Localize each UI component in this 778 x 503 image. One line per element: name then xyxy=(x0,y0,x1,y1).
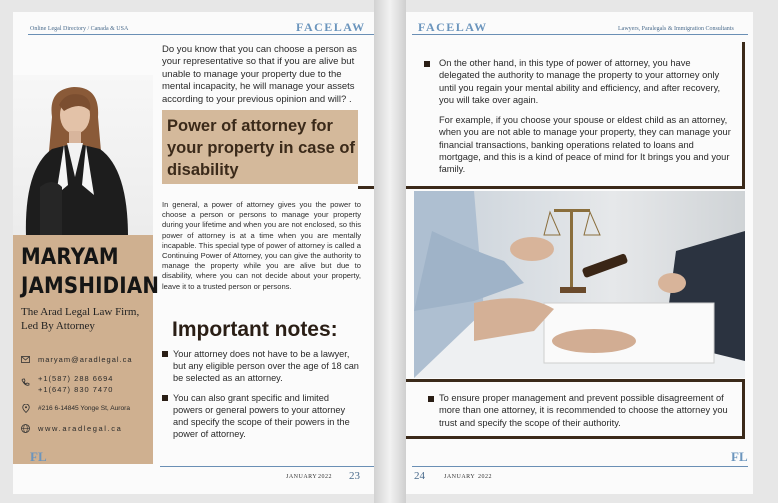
profile-card xyxy=(13,235,160,464)
note-item: Your attorney does not have to be a lawyer, but any eligible person over the age of 18 can be selected as an attorney. xyxy=(173,348,361,384)
directory-label: Online Legal Directory / Canada & USA xyxy=(30,26,129,32)
firm-name: The Arad Legal Law Firm, Led By Attorney xyxy=(21,306,140,332)
title-bracket-line xyxy=(358,110,374,189)
website-text: www.aradlegal.ca xyxy=(38,424,123,433)
right-para-1: On the other hand, in this type of power of attorney, you have delegated the authority to manage the property to your attorney only until you regain your mental ability and efficiency, and after recovery, you will take over again. xyxy=(439,58,721,105)
contact-email[interactable] xyxy=(21,355,133,364)
footer-year-right: 2022 xyxy=(478,474,492,480)
footer-year-left: 2022 xyxy=(318,474,332,480)
intro-paragraph: Do you know that you can choose a person as your representative so that if you are alive but unable to manage your property due to the mental incapacity, he will manage your assets according to your previous opinion and will? . xyxy=(162,44,357,105)
right-para-2: For example, if you choose your spouse or eldest child as an attorney, when you are not able to manage your property, they can manage your financial transactions, banking operations related to loans and mortgage, and this is a kind of peace of mind for It brings you and your family. xyxy=(439,115,731,175)
brand-logo-right: FACELAW xyxy=(418,20,488,34)
page-number-left: 23 xyxy=(349,470,360,482)
footer-logo-right: FL xyxy=(731,449,748,464)
services-label: Lawyers, Paralegals & Immigration Consultants xyxy=(618,26,734,32)
brand-logo-left: FACELAW xyxy=(296,20,366,34)
phone-1-text: +1(587) 288 6694 xyxy=(38,374,114,383)
article-title-box xyxy=(162,110,358,184)
bullet-square-icon xyxy=(162,395,168,401)
right-bottom-para: To ensure proper management and prevent possible disagreement of more than one attorney, it is recommended to choose the attorney you trust and specify the scope of their authority. xyxy=(439,393,728,428)
article-title: Power of attorney for your property in case of disability xyxy=(167,117,355,179)
bullet-square-icon xyxy=(428,396,434,402)
email-text: maryam@aradlegal.ca xyxy=(38,355,133,364)
footer-rule-right xyxy=(412,466,748,467)
legal-meeting-photo xyxy=(414,191,745,378)
page-gutter xyxy=(374,0,406,503)
page-number-right: 24 xyxy=(414,470,425,482)
contact-website[interactable] xyxy=(21,424,122,433)
body-paragraph: In general, a power of attorney gives you the power to choose a person or persons to manage your property during your lifetime and when you are not enclosed, so this power of attorney is at a time when you are mentally incapable. This special type of power of attorney is called a Continuing Power of Attorney, you can give the authority to manage the property while you are alive but due to disability, where you can not decide about your property, leave it to a trusted person or persons. xyxy=(162,200,361,291)
bullet-square-icon xyxy=(162,351,168,357)
footer-month-left: JANUARY xyxy=(286,474,318,480)
note-item: You can also grant specific and limited powers or general powers to your attorney and specify the scope of their powers in the power of attorney. xyxy=(173,392,361,440)
phone-icon xyxy=(21,378,30,387)
address-text: #216 6-14845 Yonge St, Aurora xyxy=(38,405,131,412)
footer-month-right: JANUARY xyxy=(444,474,476,480)
footer-logo-left: FL xyxy=(30,449,47,464)
contact-address xyxy=(21,404,130,413)
envelope-icon xyxy=(21,355,30,364)
attorney-portrait xyxy=(12,77,140,237)
notes-heading: Important notes: xyxy=(172,318,338,341)
globe-icon xyxy=(21,424,30,433)
contact-phone[interactable] xyxy=(21,373,113,395)
attorney-name xyxy=(21,243,159,301)
footer-rule-left xyxy=(160,466,374,467)
phone-2-text: +1(647) 830 7470 xyxy=(38,385,114,394)
name-line-1: MARYAM xyxy=(21,245,119,270)
location-pin-icon xyxy=(21,404,30,413)
name-line-2: JAMSHIDIAN xyxy=(21,274,160,299)
bullet-square-icon xyxy=(424,61,430,67)
